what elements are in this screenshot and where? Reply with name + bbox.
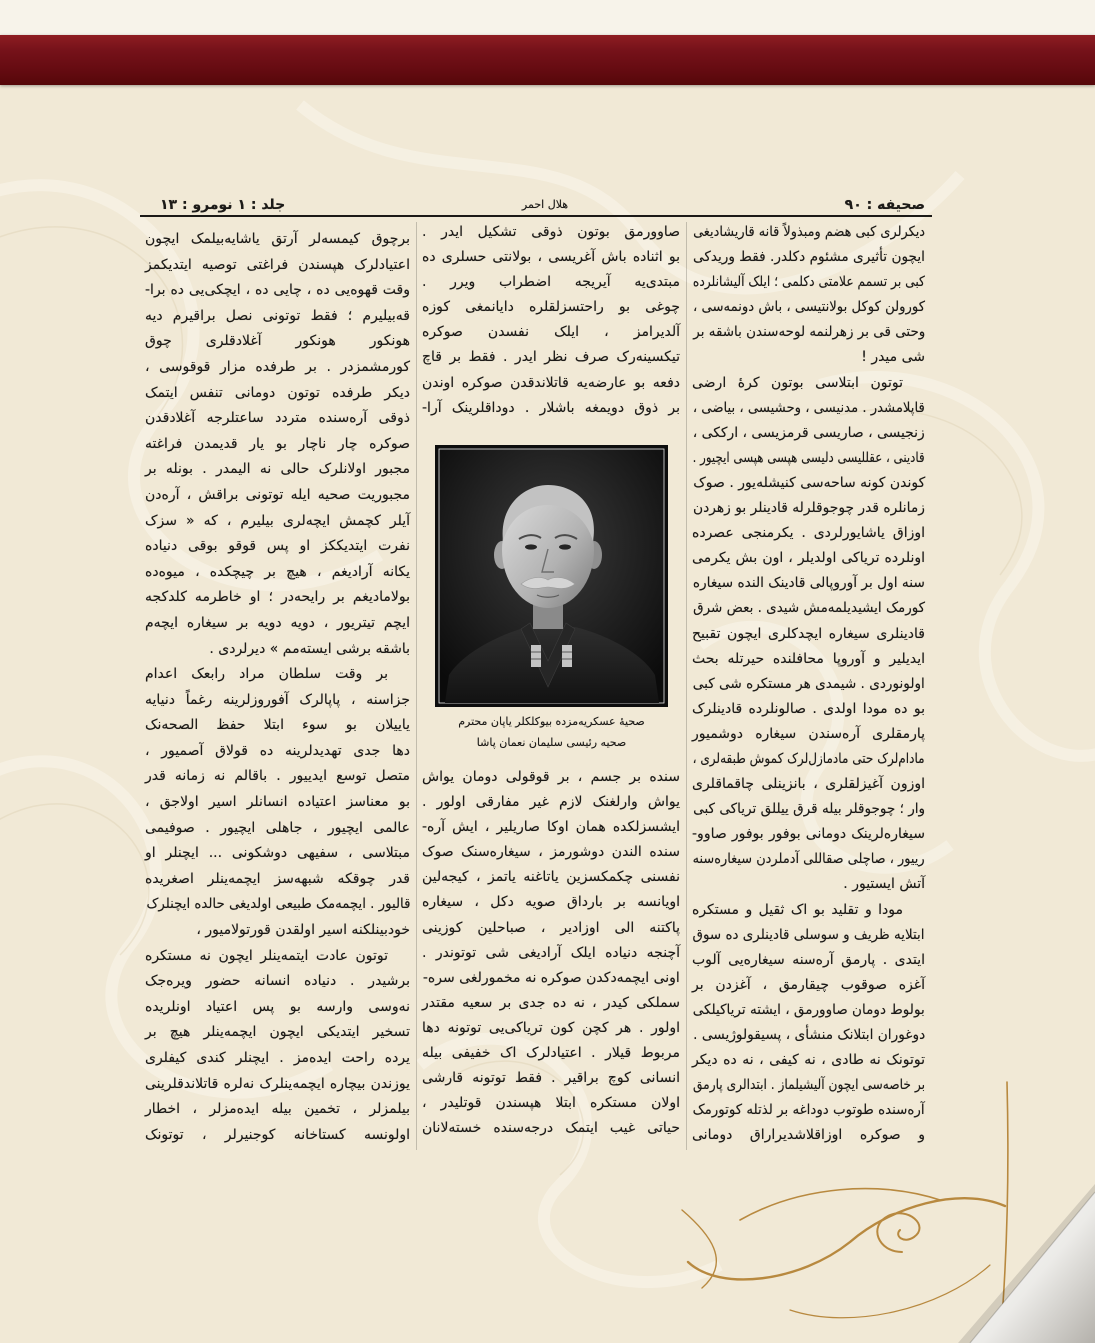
text-line-content: ایچون تأثیری مشئوم دکلدر. فقط وریدکی <box>693 249 925 266</box>
text-line-content: کبی بر تسمم علامتی دکلمی ؛ ایلک آلیشانلرده <box>693 274 925 291</box>
text-line-content: عالمی ایچیور ، جاهلی ایچیور . صوفیمی <box>145 819 410 836</box>
text-line <box>145 816 410 842</box>
text-line-content: ایچم تیتریور ، دویه دویه بر سیغاره ایچه‌م <box>145 614 410 631</box>
collar-insignia-left <box>531 645 541 667</box>
text-line <box>692 471 925 496</box>
paragraph <box>422 220 680 421</box>
text-line-content: قدر چوقکه شبهه‌سز ایچمه‌ینلر اصغریده <box>145 870 410 887</box>
text-line <box>692 647 925 672</box>
text-line <box>692 345 925 370</box>
caption-line: صحیهٔ عسکریه‌مزده بیوکلکلر یاپان محترم <box>458 715 645 728</box>
text-line-content: مادام‌لرک حتی مادمازل‌لرک کموش طبقه‌لری ، <box>693 750 925 767</box>
text-line-content: اولونوردی . شیمدی هر مستکره شی کبی <box>692 675 925 692</box>
text-line-content: برچوق کیمسه‌لر آرتق یاشایه‌بیلمک ایچون <box>145 231 410 247</box>
text-line <box>145 278 410 304</box>
text-line <box>145 329 410 355</box>
text-line-content: اعتیادلرک هپسندن فراغتی توصیه ایتدیکمز <box>145 256 410 273</box>
text-line-content: برشیدر . دنیاده انسانه حضور ویره‌جک <box>145 973 410 990</box>
text-line-content: اونی ایچمه‌دکدن صوکره نه مخمورلغی سره- <box>422 969 680 986</box>
text-line-content: جزاسنه ، پاپالرک آفوروزلرینه رغماً دنیایه <box>145 691 410 708</box>
text-line <box>145 841 410 867</box>
text-line <box>692 245 925 270</box>
text-line <box>145 1097 410 1123</box>
text-line <box>692 421 925 446</box>
text-line <box>145 1020 410 1046</box>
text-line-content: ذوقی آره‌سنده متردد ساعتلرجه آغلادقدن <box>145 410 410 427</box>
text-line <box>692 722 925 747</box>
text-line-content: آتش ایستیور . <box>843 876 925 893</box>
text-line <box>692 220 925 245</box>
text-line <box>145 1046 410 1072</box>
text-line <box>692 797 925 822</box>
text-line-content: کورمک ایشیدیلمه‌مش شیدی . بعض شرق <box>693 600 925 617</box>
text-line <box>692 571 925 596</box>
text-line-content: مبتلاسی ، سفیهی دوشکونی ... ایچنلر او <box>145 845 410 862</box>
corner-decoration <box>640 1060 1095 1343</box>
text-line <box>145 867 410 893</box>
text-line <box>692 1023 925 1048</box>
text-line-content: پاکتنه الی اوزادیر ، صباحلین کوزینی <box>422 919 680 936</box>
text-line-content: آغزه صوقوب چیقارمق ، آغزدن بر <box>692 976 925 993</box>
text-line <box>692 622 925 647</box>
text-line-content: آره‌سنده طوتوب دوداغه بر لذتله کوتورمک <box>693 1102 925 1119</box>
text-line <box>145 1072 410 1098</box>
text-line-content: پارمقلری آره‌سندن سیغاره دوشمیور <box>692 725 925 742</box>
text-line <box>422 396 680 421</box>
text-line-content: اولور . هر کچن کون تریاکی‌یی توتونه دها <box>422 1019 680 1036</box>
text-line-content: قالیور . ایچمه‌مک طبیعی اولدیغی حالده ایچنلرک <box>146 896 410 913</box>
text-column-middle-top <box>422 220 680 421</box>
text-line-content: ابتلایه ظریف و سوسلی قادینلری ده سوق <box>693 926 925 943</box>
text-line <box>422 295 680 320</box>
paragraph <box>145 944 410 1149</box>
text-line <box>692 320 925 345</box>
paragraph <box>692 371 925 898</box>
text-line-content: مربوط قیلار . اعتیادلرک اک خفیفی بیله <box>422 1045 680 1062</box>
text-line <box>692 847 925 872</box>
text-line-content: صاوورمق بوتون ذوقی تشکیل ایدر . <box>422 224 680 240</box>
text-line-content: شی میدر ! <box>861 349 925 366</box>
text-line-content: باشقه برشی ایسته‌مم » دیرلردی . <box>209 640 410 657</box>
text-line <box>145 969 410 995</box>
text-line <box>692 295 925 320</box>
text-line-content: رییور ، صاچلی صقاللی آدملردن سیغاره‌سنه <box>693 851 925 868</box>
text-line <box>145 944 410 970</box>
text-line-content: بر ذوق دویمغه باشلار . دوداقلرینک آرا- <box>422 399 680 416</box>
text-column-right <box>692 220 925 1148</box>
text-line <box>145 534 410 560</box>
text-line-content: بولوط دومان صاوورمق ، ایشته تریاکیلکی <box>693 1001 925 1018</box>
text-line-content: یرده راحت ایده‌مز . ایچنلر کندی کیفلری <box>145 1050 410 1066</box>
text-line <box>692 923 925 948</box>
text-line-content: چوغی بو راحتسزلقلره دایانمغی کوزه <box>422 299 680 316</box>
text-line <box>145 457 410 483</box>
text-line-content: بر خاصه‌سی ایچون آلیشیلماز . ابتدالری پارمق <box>692 1077 925 1094</box>
text-line <box>145 764 410 790</box>
text-line-content: دیکر طرفده توتون دومانی تنفس ایتمک <box>145 384 410 401</box>
text-line-content: بیلمزلر ، تخمین بیله ایده‌مزلر ، اخطار <box>145 1101 410 1118</box>
text-line <box>422 270 680 295</box>
text-line <box>145 611 410 637</box>
text-line <box>145 790 410 816</box>
text-line-content: وار ؛ چوجوقلر بیله قرق ییللق تریاکی کبی <box>693 801 925 818</box>
text-line-content: سنده بر جسم ، بر قوقولی دومان یواش <box>422 769 680 785</box>
text-line <box>145 739 410 765</box>
text-line-content: سیغاره‌لرینک دومانی بوفور بوفور صاوو- <box>692 826 925 843</box>
text-line <box>145 304 410 330</box>
text-line <box>422 371 680 396</box>
text-line-content: نفسنی چکمکسزین یاتاغنه یاتمز ، کیجه‌لین <box>422 869 680 886</box>
text-line-content: یاییلان بو سوء ابتلا حفظ الصحه‌نک <box>145 717 410 734</box>
text-line-content: ایشسزلکده همان اوکا صاریلیر ، ایش آره‌- <box>422 819 680 836</box>
text-line <box>422 991 680 1016</box>
paragraph <box>145 227 410 662</box>
gold-spiral <box>877 1213 919 1252</box>
text-line-content: توتون عادت ایتمه‌ینلر ایچون نه مستکره <box>145 947 388 964</box>
text-line-content: دفعه بو عارضه‌یه قاتلاندقدن صوکره اوندن <box>422 374 680 391</box>
text-line-content: آیلر کچمش ایچه‌لری بیلیرم ، که « سزک <box>145 512 410 529</box>
text-line <box>422 966 680 991</box>
text-line <box>145 713 410 739</box>
text-line-content: مودا و تقلید بو اک ثقیل و مستکره <box>692 901 903 918</box>
text-line <box>692 998 925 1023</box>
text-line-content: قه‌بیلیرم ؛ فقط توتونی نصل براقیرم دیه <box>145 307 410 324</box>
caption-line: صحیه رئیسی سلیمان نعمان پاشا <box>476 736 627 749</box>
portrait-eye-right <box>559 544 571 549</box>
text-line <box>422 941 680 966</box>
text-line <box>692 697 925 722</box>
paragraph <box>145 662 410 944</box>
collar-insignia-right <box>562 645 572 667</box>
text-line <box>692 872 925 897</box>
text-line-content: وقت قهوه‌یی ده ، چایی ده ، ایچکی‌یی ده برا- <box>145 282 410 299</box>
text-line <box>145 1123 410 1149</box>
text-line-content: یواش وارلغنک لازم غیر مفارقی اولور . <box>422 794 680 811</box>
text-line-content: هونکور هونکور آغلادقلری چوق <box>145 333 410 350</box>
text-line-content: انسانی کوچ براقیر . فقط توتونه قارشی <box>422 1070 680 1087</box>
text-line-content: قاپلامشدر . مدنیسی ، وحشیسی ، بیاضی ، <box>693 399 925 416</box>
text-line <box>422 840 680 865</box>
text-line-content: کورمشمزدر . بر طرفده مزار قوقوسی ، <box>145 358 410 375</box>
text-line <box>692 546 925 571</box>
text-line <box>145 585 410 611</box>
portrait-photo <box>435 445 668 707</box>
text-line <box>422 320 680 345</box>
text-line-content: مبتدی‌یه آیریجه اضطراب ویرر . <box>422 274 680 291</box>
text-line-content: دوغوران ابتلانک منشأی ، پسیقولوژیسی . <box>692 1027 925 1043</box>
header-band <box>0 35 1095 85</box>
text-line-content: ایتدی . پارمق آره‌سنه سیغاره‌یی آلوب <box>692 951 925 968</box>
text-line <box>422 790 680 815</box>
text-line-content: قادینلری سیغاره ایچدکلری ایچون تقبیح <box>692 625 925 642</box>
text-line <box>145 227 410 253</box>
text-line <box>692 521 925 546</box>
top-strip <box>0 0 1095 35</box>
text-line-content: حیاتی غیب ایتمک درجه‌سنده خسته‌لانان <box>422 1120 680 1137</box>
text-line <box>145 918 410 944</box>
text-line-content: کورولن کوکل بولانتیسی ، باش دونمه‌سی ، <box>693 299 925 316</box>
text-line <box>422 245 680 270</box>
text-line-content: تیکسینه‌رک صرف نظر ایدر . فقط بر قاچ <box>422 349 680 366</box>
text-line-content: سنه اول بر آوروپالی قادینک النده سیغاره <box>692 575 925 592</box>
text-line <box>692 898 925 923</box>
text-line <box>692 596 925 621</box>
text-line <box>692 446 925 471</box>
text-line <box>422 815 680 840</box>
text-line <box>145 381 410 407</box>
text-line-content: نفرت ایتدیککز او پس قوقو بوقی دنیاده <box>145 538 410 555</box>
gold-swirl <box>682 1210 716 1288</box>
text-line-content: نه‌وسی وارسه بو پس اعتیاد اونلریده <box>145 998 410 1015</box>
text-line-content: مجبوریت صحیه ایله توتونی براقش ، آره‌دن <box>145 486 410 503</box>
text-line <box>692 396 925 421</box>
text-line <box>692 496 925 521</box>
gold-flourish <box>682 1082 1008 1343</box>
text-line-content: خودبینلکنه اسیر اولقدن قورتولامیور ، <box>196 922 410 939</box>
text-line-content: مجبور اولانلرک حالی نه الیمدر . بونله بر <box>145 461 410 478</box>
text-line <box>145 892 410 918</box>
text-line <box>145 560 410 586</box>
text-line <box>692 822 925 847</box>
text-line <box>145 688 410 714</box>
header-rule <box>140 215 932 217</box>
text-line-content: اوزاق یاشایورلردی . یکرمنجی عصرده <box>692 525 925 542</box>
text-line-content: آلدیرامز ، ایلک نفسدن صوکره <box>422 324 680 341</box>
text-line <box>422 765 680 790</box>
text-line <box>692 973 925 998</box>
text-line <box>422 220 680 245</box>
text-line <box>422 345 680 370</box>
text-line <box>145 355 410 381</box>
text-line <box>145 432 410 458</box>
photo-caption <box>425 711 678 753</box>
text-line-content: توتونک نه طادی ، نه کیفی ، نه ده دیکر <box>692 1052 925 1069</box>
text-line <box>692 672 925 697</box>
text-line <box>145 406 410 432</box>
text-line <box>145 253 410 279</box>
text-line-content: بو اثناده باش آغریسی ، بولانتی حسلری ده <box>422 249 680 266</box>
text-line-content: دیکرلری کبی هضم ومبذولاً قانه قاریشادیغی <box>693 224 925 240</box>
text-line <box>145 509 410 535</box>
text-line-content: بو معناسز اعتیاده انسانلر اسیر اولاجق ، <box>145 794 410 811</box>
background-swirl <box>0 804 149 955</box>
text-line <box>692 270 925 295</box>
column-rule <box>416 222 417 1150</box>
text-line-content: یوزندن بیچاره ایچمه‌ینلرک نه‌لره قاتلاندقلرینی <box>145 1075 410 1092</box>
text-line <box>145 662 410 688</box>
text-line-content: اونلرده تریاکی اولدیلر ، اون بش یکرمی <box>692 550 925 567</box>
text-line <box>422 865 680 890</box>
text-line-content: بو ده مودا اولدی . صالونلرده قادینلرک <box>692 700 925 717</box>
text-line-content: سنده الندن دوشورمز ، سیغاره‌سنک صوک <box>422 844 680 861</box>
text-line <box>145 483 410 509</box>
journal-title: هلال احمر <box>521 198 569 211</box>
text-line-content: صوکره چار ناچار بو یار قدیمدن فراغته <box>145 435 410 452</box>
text-line-content: یکانه آرادیغم ، هیچ بر چیچکده ، میوه‌ده <box>145 563 410 580</box>
text-line-content: اولان مستکره ابتلا هپسندن قوتلیدر ، <box>422 1095 680 1112</box>
text-line <box>145 637 410 663</box>
issue-label: جلد : ١ نومرو : ١٣ <box>160 197 286 213</box>
text-line-content: ایدیلیر و آوروپا محافلنده حیرتله بحث <box>692 650 925 667</box>
text-line-content: اوزون آغیزلقلری ، بانزینلی چاقماقلری <box>692 776 925 793</box>
text-line-content: قادینی ، عقللیسی دلیسی هپسی هپسی ایچیور . <box>693 449 925 466</box>
text-line <box>145 995 410 1021</box>
text-line <box>422 1016 680 1041</box>
text-line-content: وحتی قی بر زهرلنمه لوحه‌سندن باشقه بر <box>692 324 925 341</box>
paragraph <box>692 220 925 371</box>
gold-swirl <box>688 1198 1005 1279</box>
text-line-content: دها جدی تهدیدلرینه ده قولاق آصمیور ، <box>145 742 410 759</box>
text-line-content: کوندن کونه ساحه‌سی کنیشله‌یور . صوک <box>692 474 925 491</box>
text-line-content: زمانلره قدر چوجوقلرله قادینلر بو زهردن <box>693 500 925 517</box>
text-line-content: سملکی کیدر ، نه ده جدی بر سعیه مقتدر <box>422 994 680 1011</box>
portrait-eye-left <box>525 544 537 549</box>
text-line-content: متصل توسع ایدییور . باقالم نه زمانه قدر <box>145 768 410 785</box>
text-line-content: زنجیسی ، صاریسی قرمزیسی ، ارککی ، <box>693 424 925 441</box>
text-line <box>422 890 680 915</box>
gold-swirl <box>790 1265 990 1318</box>
text-line-content: اویانسه بر بارداق صویه دکل ، سیغاره <box>422 894 680 911</box>
text-line <box>692 747 925 772</box>
text-line <box>422 916 680 941</box>
text-line-content: بر وقت سلطان مراد رابعک اعدام <box>145 666 388 683</box>
text-column-left <box>145 227 410 1148</box>
text-line-content: آچنجه دنیاده ایلک آرادیغی شی توتوندر . <box>422 944 680 961</box>
text-line-content: اولونسه کستاخانه کوجنیرلر ، توتونک <box>145 1126 410 1143</box>
page-number-label: صحیفه : ٩٠ <box>844 197 925 213</box>
text-line <box>692 772 925 797</box>
text-line-content: تسخیر ایتدیکی ایچون ایچمه‌ینلر هیچ بر <box>145 1024 410 1041</box>
text-line-content: و صوکره اوزاقلاشدیراراق دومانی <box>692 1127 925 1144</box>
text-line <box>692 371 925 396</box>
text-line <box>692 948 925 973</box>
text-line-content: بولامادیغم بر رایحه‌در ؛ او خاطرمه کلدکجه <box>145 589 410 606</box>
text-line-content: توتون ابتلاسی بوتون کرهٔ ارضی <box>692 374 903 391</box>
